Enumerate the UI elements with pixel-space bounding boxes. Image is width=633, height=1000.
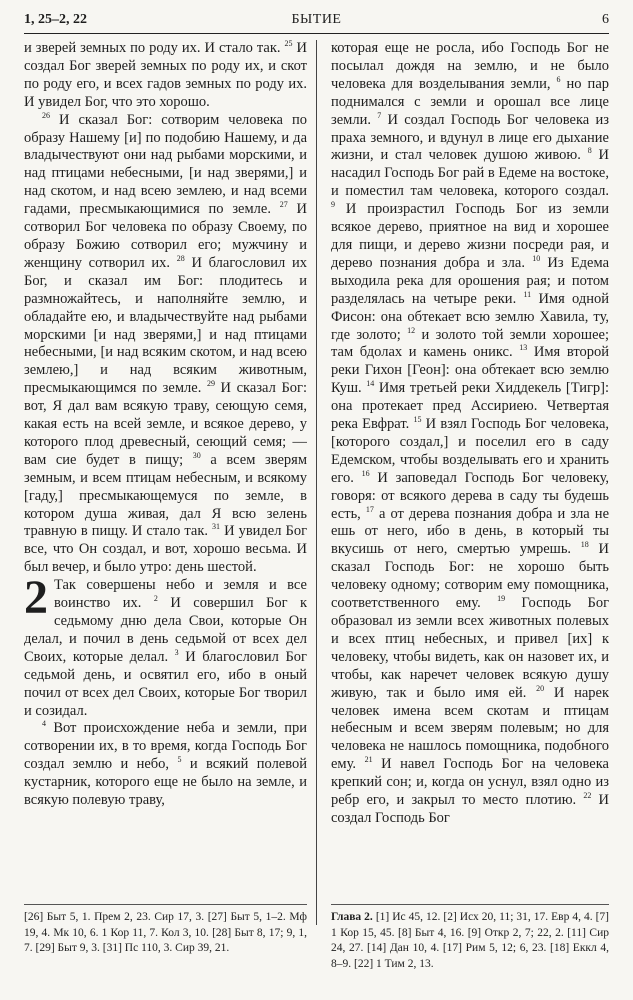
verse-number: 20 bbox=[536, 683, 545, 693]
paragraph bbox=[331, 40, 609, 828]
verse-text: Имя одной Фисон: она обтекает всю землю Хавила, ту, где золото; bbox=[331, 290, 609, 343]
verse-text: И благословил Бог седьмой день, и освятил его, ибо в оный почил от всех дел Своих, которые Бог творил и созидал. bbox=[24, 648, 307, 719]
chapter-number: 2 bbox=[24, 571, 48, 625]
verse-text: и зверей земных по роду их. И стало так. bbox=[24, 40, 285, 56]
verse-number: 22 bbox=[583, 791, 592, 801]
verse-text: И сказал Господь Бог: не хорошо быть человеку одному; сотворим ему помощника, соответственного ему. bbox=[331, 541, 609, 612]
verse-text: И создал Господь Бог bbox=[331, 792, 609, 826]
verse-text: И навел Господь Бог на человека крепкий сон; и, когда он уснул, взял одно из ребр его, и закрыл то место плотию. bbox=[331, 756, 609, 809]
verse-text: И сказал Бог: сотворим человека по образу Нашему [и] по подобию Нашему, и да владычествуют они над рыбами морскими, и над птицами небесными, [и над зверями,] и над скотом, и над всею землею, и над всеми гадами, пресмыкающимися по земле. bbox=[24, 111, 307, 218]
verse-text: Из Едема выходила река для орошения рая; и потом разделялась на четыре реки. bbox=[331, 254, 609, 307]
chapter-2-start bbox=[24, 571, 307, 720]
page-number: 6 bbox=[602, 12, 609, 27]
verse-number: 2 bbox=[153, 594, 158, 604]
verse-number: 4 bbox=[42, 719, 46, 729]
verse-text: И сотворил Бог человека по образу Своему, по образу Божию сотворил его; мужчину и женщину сотворил их. bbox=[24, 201, 307, 271]
verse-number: 19 bbox=[497, 594, 506, 604]
verse-text: И произрастил Господь Бог из земли всякое дерево, приятное на вид и хорошее для пищи, и дерево жизни посреди рая, и дерево познания добра и зла. bbox=[331, 201, 609, 271]
verse-number: 6 bbox=[556, 74, 561, 84]
verse-number: 15 bbox=[413, 415, 422, 425]
verse-number: 28 bbox=[176, 254, 185, 264]
verse-text: И благословил их Бог, и сказал им Бог: плодитесь и размножайтесь, и наполняйте землю, и обладайте ею, и владычествуйте над рыбами морскими [и над зверями,] и над птицами небесными, [и над всяким скотом, и над всею землею,] и над всяким животным, пресмыкающимся по земле. bbox=[24, 254, 307, 397]
verse-number: 3 bbox=[174, 647, 179, 657]
verse-text: Господь Бог образовал из земли всех животных полевых и всех птиц небесных, и привел [их] к человеку, чтобы видеть, как он назовет их, и чтобы, как наречет человек всякую душу живую, так и было имя ей. bbox=[331, 595, 609, 701]
verse-number: 27 bbox=[279, 200, 288, 210]
left-column bbox=[24, 40, 307, 910]
cross-references-right-text: [1] Ис 45, 12. [2] Исх 20, 11; 31, 17. Евр 4, 4. [7] 1 Кор 15, 45. [8] Быт 4, 16. [9] Откр 2, 7; 22, 2. [11] Сир 24, 27. [14] Дан 10, 4. [17] Рим 5, 12; 6, 23. [18] Еккл 4, 8–9. [22] 1 Тим 2, 13. bbox=[331, 911, 609, 970]
right-column bbox=[331, 40, 609, 910]
paragraph bbox=[24, 112, 307, 578]
verse-number: 7 bbox=[377, 110, 382, 120]
verse-number: 31 bbox=[212, 522, 221, 532]
verse-number: 26 bbox=[42, 110, 50, 120]
verse-text: И создал Господь Бог человека из праха земного, и вдунул в лице его дыхание жизни, и стал человек душою живою. bbox=[331, 111, 609, 164]
verse-text: Имя второй реки Гихон [Геон]: она обтекает всю землю Куш. bbox=[331, 344, 609, 397]
verse-text: И увидел Бог все, что Он создал, и вот, хорошо весьма. И был вечер, и было утро: день шестой. bbox=[24, 523, 307, 576]
verse-text: Имя третьей реки Хиддекель [Тигр]: она протекает пред Ассириею. Четвертая река Евфрат. bbox=[331, 380, 609, 433]
verse-number: 21 bbox=[364, 755, 373, 765]
verse-text: но пар поднимался с земли и орошал все лице земли. bbox=[331, 75, 609, 128]
left-verses bbox=[24, 40, 307, 577]
verse-text: И сказал Бог: вот, Я дал вам всякую траву, сеющую семя, какая есть на всей земле, и всякое дерево, у которого плод древесный, сеющий семя; — вам сие будет в пищу; bbox=[24, 380, 307, 468]
verse-text: И нарек человек имена всем скотам и птицам небесным и всем зверям полевым; но для человека не нашлось помощника, подобного ему. bbox=[331, 684, 609, 773]
book-title: БЫТИЕ bbox=[291, 12, 342, 27]
verse-number: 25 bbox=[284, 40, 293, 49]
verse-number: 17 bbox=[365, 504, 374, 514]
header-rule bbox=[24, 33, 609, 34]
verse-text: И создал Бог зверей земных по роду их, и скот по роду его, и всех гадов земных по роду их. И увидел Бог, что это хорошо. bbox=[24, 40, 307, 110]
verse-number: 14 bbox=[366, 379, 375, 389]
cross-references-left: [26] Быт 5, 1. Прем 2, 23. Сир 17, 3. [27] Быт 5, 1–2. Мф 19, 4. Мк 10, 6. 1 Кор 11, 7. Кол 3, 10. [28] Быт 8, 17; 9, 1, 7. [29] Быт 9, 3. [31] Пс 110, 3. Сир 39, 21. bbox=[24, 911, 307, 954]
verse-text: которая еще не росла, ибо Господь Бог не посылал дождя на землю, и не было человека для возделывания земли, bbox=[331, 40, 609, 92]
left-footnote-rule bbox=[24, 904, 307, 905]
verse-number: 9 bbox=[331, 200, 335, 210]
verse-text: И совершил Бог к седьмому дню дела Свои, которые Он делал, и почил в день седьмой от всех дел Своих, которые делал. bbox=[24, 595, 307, 665]
verse-text: и золото той земли хорошее; там бдолах и камень оникс. bbox=[331, 326, 609, 361]
verse-number: 12 bbox=[407, 325, 416, 335]
running-header bbox=[24, 10, 609, 30]
verse-number: 11 bbox=[523, 289, 532, 299]
cross-references-right bbox=[331, 910, 609, 990]
verse-text: а от дерева познания добра и зла не ешь от него, ибо в день, в который ты вкусишь от него, смертью умрешь. bbox=[331, 505, 609, 558]
cross-references-chapter-label: Глава 2. bbox=[331, 911, 373, 923]
verse-text: а всем зверям земным, и всем птицам небесным, и всякому [гаду,] пресмыкающемуся по земле, в котором душа живая, дал Я всю зелень травную в пищу. И стало так. bbox=[24, 451, 307, 540]
chapter-2-verse-1: Так совершены небо и земля и все воинство их. bbox=[54, 577, 307, 612]
paragraph bbox=[24, 40, 307, 112]
verse-number: 18 bbox=[580, 540, 589, 550]
verse-number: 30 bbox=[192, 451, 201, 461]
right-footnote-rule bbox=[331, 904, 609, 905]
verse-number: 5 bbox=[177, 755, 182, 765]
verse-text: и всякий полевой кустарник, которого еще не было на земле, и всякую полевую траву, bbox=[24, 756, 307, 809]
paragraph bbox=[24, 720, 307, 810]
verse-number: 8 bbox=[587, 146, 592, 156]
verse-number: 29 bbox=[206, 379, 215, 389]
verse-text: И заповедал Господь Бог человеку, говоря: от всякого дерева в саду ты будешь есть, bbox=[331, 469, 609, 522]
verse-text: И насадил Господь Бог рай в Едеме на востоке, и поместил там человека, которого создал. bbox=[331, 147, 609, 200]
chapter-verse-range: 1, 25–2, 22 bbox=[24, 12, 87, 27]
verse-number: 16 bbox=[361, 468, 370, 478]
chapter-2-continuation bbox=[24, 595, 307, 718]
verse-number: 10 bbox=[532, 254, 541, 264]
verse-number: 13 bbox=[519, 343, 528, 353]
verse-text: Вот происхождение неба и земли, при сотворении их, в то время, когда Господь Бог создал землю и небо, bbox=[24, 720, 307, 773]
verse-text: И взял Господь Бог человека, [которого создал,] и поселил его в саду Едемском, чтобы возделывать его и хранить его. bbox=[331, 416, 609, 486]
column-divider bbox=[316, 40, 317, 925]
right-verses bbox=[331, 40, 609, 828]
